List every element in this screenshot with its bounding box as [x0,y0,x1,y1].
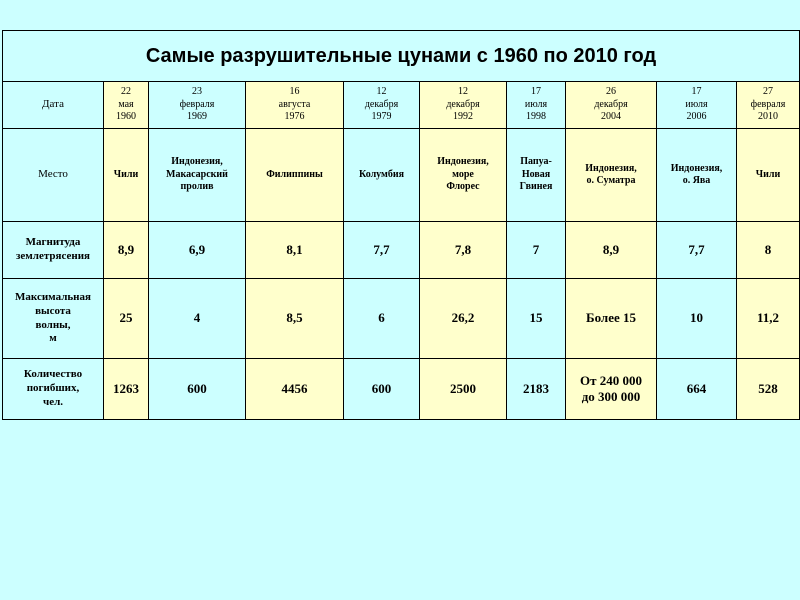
cell-deaths-3: 4456 [246,359,344,420]
cell-wave-9: 11,2 [737,279,800,359]
row-label-magnitude: Магнитуда землетрясения [3,222,104,279]
cell-date-1: 22 мая 1960 [104,82,149,129]
cell-place-7: Индонезия, о. Суматра [566,129,657,222]
page-title: Самые разрушительные цунами с 1960 по 2010 год [3,31,800,82]
cell-deaths-1: 1263 [104,359,149,420]
cell-date-8: 17 июля 2006 [657,82,737,129]
cell-wave-3: 8,5 [246,279,344,359]
row-label-place: Место [3,129,104,222]
cell-place-6: Папуа- Новая Гвинея [507,129,566,222]
cell-date-2: 23 февраля 1969 [149,82,246,129]
cell-wave-1: 25 [104,279,149,359]
row-magnitude [3,222,800,279]
tsunami-table [2,30,800,420]
cell-date-4: 12 декабря 1979 [344,82,420,129]
cell-magnitude-1: 8,9 [104,222,149,279]
cell-wave-2: 4 [149,279,246,359]
cell-wave-6: 15 [507,279,566,359]
row-wave-height [3,279,800,359]
cell-wave-5: 26,2 [420,279,507,359]
row-deaths [3,359,800,420]
cell-wave-4: 6 [344,279,420,359]
cell-magnitude-9: 8 [737,222,800,279]
cell-deaths-7: От 240 000 до 300 000 [566,359,657,420]
cell-place-4: Колумбия [344,129,420,222]
cell-wave-7: Более 15 [566,279,657,359]
cell-date-6: 17 июля 1998 [507,82,566,129]
cell-place-1: Чили [104,129,149,222]
cell-magnitude-4: 7,7 [344,222,420,279]
cell-wave-8: 10 [657,279,737,359]
row-label-wave-height: Максимальная высота волны, м [3,279,104,359]
cell-place-2: Индонезия, Макасарский пролив [149,129,246,222]
cell-date-7: 26 декабря 2004 [566,82,657,129]
row-label-date: Дата [3,82,104,129]
cell-place-8: Индонезия, о. Ява [657,129,737,222]
cell-deaths-2: 600 [149,359,246,420]
cell-magnitude-3: 8,1 [246,222,344,279]
cell-deaths-8: 664 [657,359,737,420]
cell-place-3: Филиппины [246,129,344,222]
cell-magnitude-6: 7 [507,222,566,279]
row-date [3,82,800,129]
cell-magnitude-5: 7,8 [420,222,507,279]
cell-date-9: 27 февраля 2010 [737,82,800,129]
cell-place-9: Чили [737,129,800,222]
cell-deaths-6: 2183 [507,359,566,420]
cell-magnitude-7: 8,9 [566,222,657,279]
cell-magnitude-2: 6,9 [149,222,246,279]
cell-deaths-9: 528 [737,359,800,420]
row-place [3,129,800,222]
cell-magnitude-8: 7,7 [657,222,737,279]
cell-deaths-5: 2500 [420,359,507,420]
cell-deaths-4: 600 [344,359,420,420]
cell-date-5: 12 декабря 1992 [420,82,507,129]
cell-place-5: Индонезия, море Флорес [420,129,507,222]
row-label-deaths: Количество погибших, чел. [3,359,104,420]
cell-date-3: 16 августа 1976 [246,82,344,129]
